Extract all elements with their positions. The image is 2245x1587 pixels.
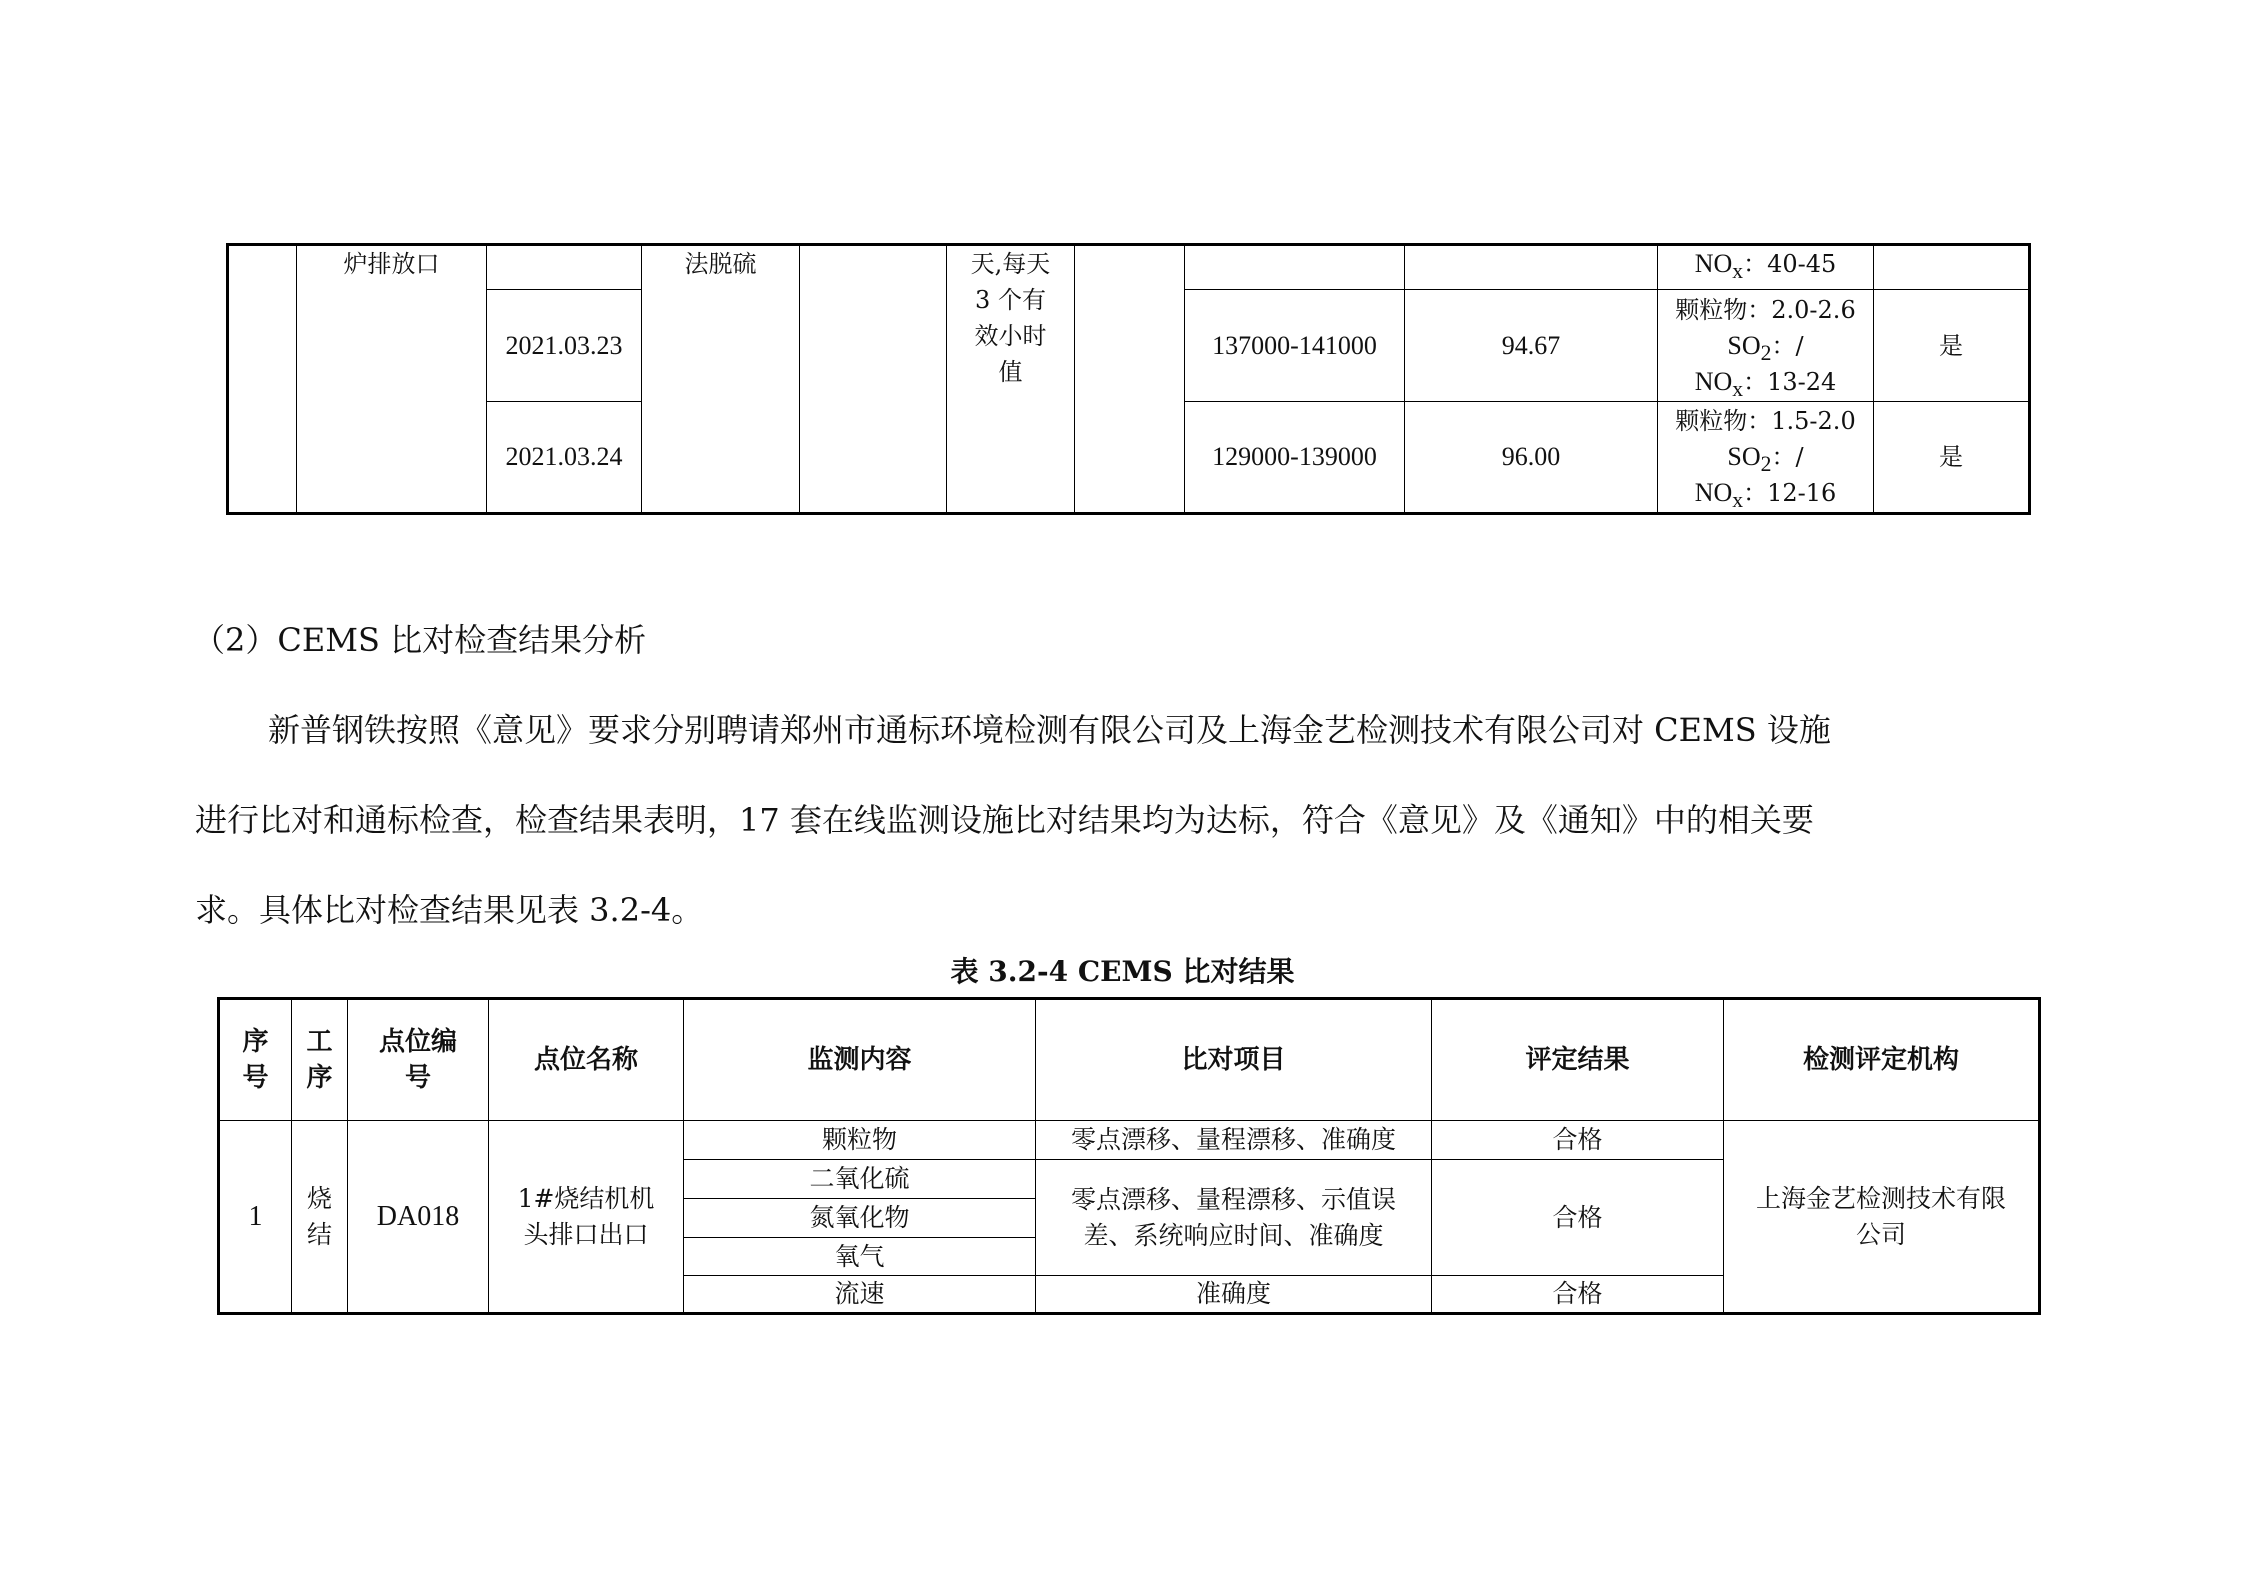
result-cell: 合格 <box>1432 1121 1724 1160</box>
monitoring-period-cell: 天,每天 3 个有 效小时 值 <box>947 245 1075 514</box>
content-cell: 颗粒物 <box>684 1121 1036 1160</box>
content-cell: 氮氧化物 <box>684 1199 1036 1238</box>
header-agency: 检测评定机构 <box>1724 999 2040 1121</box>
agency-cell: 上海金艺检测技术有限 公司 <box>1724 1121 2040 1314</box>
result-cell: 合格 <box>1432 1160 1724 1276</box>
concentration-cell: $NO_x$：40-45 <box>1658 245 1874 290</box>
flow-cell <box>1185 245 1405 290</box>
header-comparison-items: 比对项目 <box>1036 999 1432 1121</box>
paragraph-line: 新普钢铁按照《意见》要求分别聘请郑州市通标环境检测有限公司及上海金艺检测技术有限公司对 CEMS 设施 <box>268 711 1831 749</box>
blank-cell <box>800 245 947 514</box>
table-caption: 表 3.2-4 CEMS 比对结果 <box>950 955 1295 988</box>
result-cell: 合格 <box>1432 1276 1724 1314</box>
items-cell: 零点漂移、量程漂移、准确度 <box>1036 1121 1432 1160</box>
items-cell: 准确度 <box>1036 1276 1432 1314</box>
blank-cell <box>228 245 297 514</box>
header-monitoring-content: 监测内容 <box>684 999 1036 1121</box>
header-point-name: 点位名称 <box>489 999 684 1121</box>
table-header-row <box>219 999 2040 1121</box>
paragraph-line: 进行比对和通标检查，检查结果表明，17 套在线监测设施比对结果均为达标，符合《意见》及《通知》中的相关要 <box>195 801 1814 839</box>
treatment-method-cell: 法脱硫 <box>642 245 800 514</box>
header-point-code: 点位编 号 <box>348 999 489 1121</box>
date-cell: 2021.03.24 <box>487 402 642 514</box>
date-cell <box>487 245 642 290</box>
date-cell: 2021.03.23 <box>487 290 642 402</box>
table-row <box>228 245 2030 290</box>
outlet-name-cell: 炉排放口 <box>297 245 487 514</box>
header-process: 工 序 <box>292 999 348 1121</box>
concentration-cell: 颗粒物：1.5-2.0 $SO_2$：/ $NO_x$：12-16 <box>1658 402 1874 514</box>
header-evaluation-result: 评定结果 <box>1432 999 1724 1121</box>
emission-table-continuation <box>226 243 2031 515</box>
rate-cell: 94.67 <box>1405 290 1658 402</box>
rate-cell: 96.00 <box>1405 402 1658 514</box>
paragraph-line: 求。具体比对检查结果见表 3.2-4。 <box>195 891 704 929</box>
table-row <box>219 1121 2040 1160</box>
result-cell <box>1874 245 2030 290</box>
point-name-cell: 1#烧结机机 头排口出口 <box>489 1121 684 1314</box>
header-seq: 序 号 <box>219 999 292 1121</box>
rate-cell <box>1405 245 1658 290</box>
cems-comparison-table <box>217 997 2041 1315</box>
process-cell: 烧 结 <box>292 1121 348 1314</box>
content-cell: 氧气 <box>684 1238 1036 1276</box>
point-code-cell: DA018 <box>348 1121 489 1314</box>
items-cell: 零点漂移、量程漂移、示值误 差、系统响应时间、准确度 <box>1036 1160 1432 1276</box>
result-cell: 是 <box>1874 402 2030 514</box>
flow-cell: 137000-141000 <box>1185 290 1405 402</box>
concentration-cell: 颗粒物：2.0-2.6 $SO_2$：/ $NO_x$：13-24 <box>1658 290 1874 402</box>
blank-cell <box>1075 245 1185 514</box>
content-cell: 流速 <box>684 1276 1036 1314</box>
content-cell: 二氧化硫 <box>684 1160 1036 1199</box>
flow-cell: 129000-139000 <box>1185 402 1405 514</box>
section-heading: （2）CEMS 比对检查结果分析 <box>193 621 647 659</box>
seq-cell: 1 <box>219 1121 292 1314</box>
result-cell: 是 <box>1874 290 2030 402</box>
